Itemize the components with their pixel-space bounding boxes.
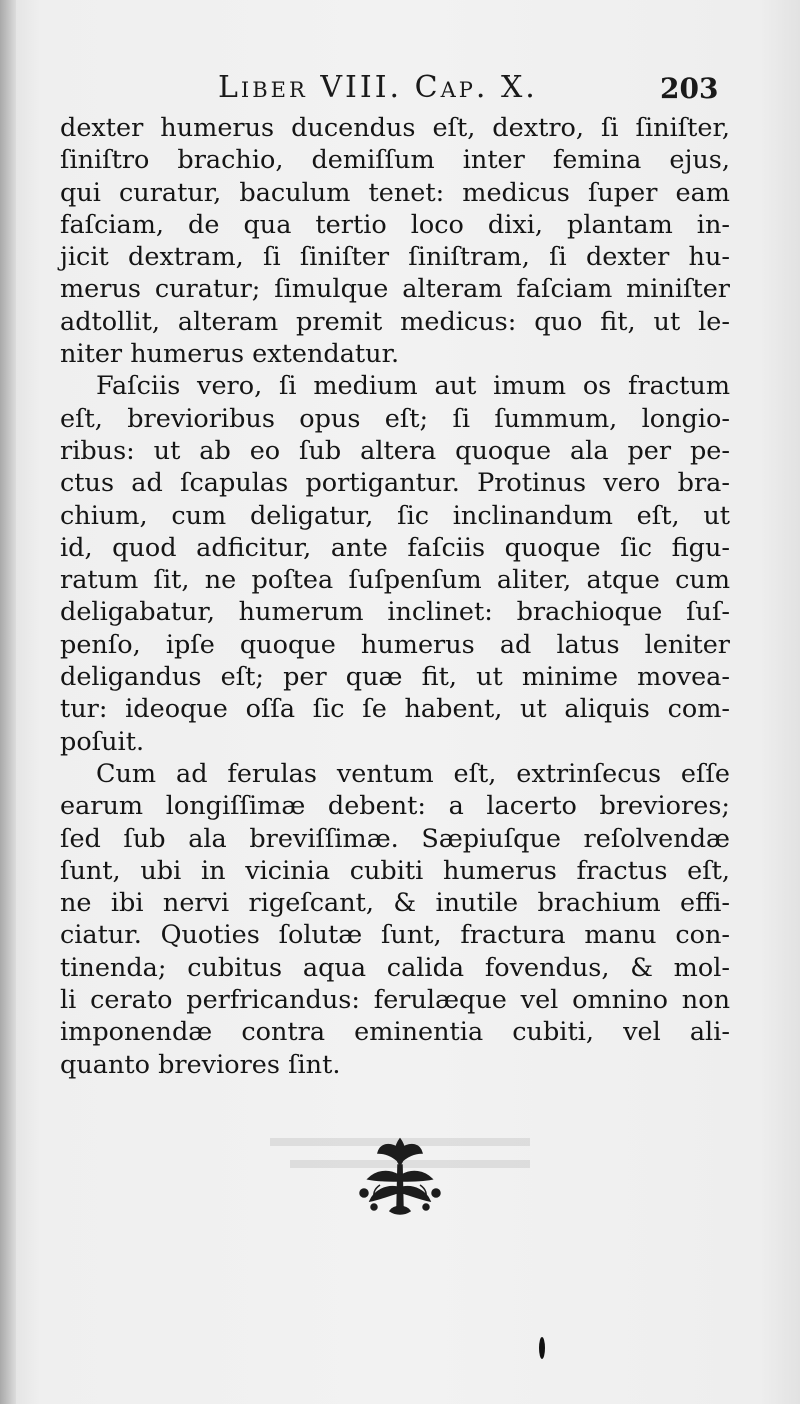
text-line: dexter humerus ducendus eſt, dextro, ſi ſiniſter, [60,113,730,143]
text-line: merus curatur; ſimulque alteram faſciam miniſter [60,274,730,305]
text-line: eſt, brevioribus opus eſt; ſi ſummum, longio- [60,403,730,434]
running-title: Liber VIII. Cap. X. [218,70,538,105]
text-line: penſo, ipſe quoque humerus ad latus leniter [60,629,730,660]
paragraph-3 [60,758,730,1081]
body-text [60,112,730,1081]
text-line: ribus: ut ab eo ſub altera quoque ala per pe- [60,435,730,466]
text-line: id, quod adficitur, ante faſciis quoque ſic figu- [60,532,730,563]
text-line: ciatur. Quoties ſolutæ ſunt, fractura manu con- [60,920,730,951]
text-line: niter humerus extendatur. [60,339,400,370]
text-line: faſciam, de qua tertio loco dixi, plantam in- [60,209,730,240]
text-line: adtollit, alteram premit medicus: quo fit, ut le- [60,306,730,337]
text-line: li cerato perfricandus: ferulæque vel omnino non [60,985,730,1016]
text-line: earum longiſſimæ debent: a lacerto breviores; [60,791,730,822]
text-line: ſiniſtro brachio, demiſſum inter femina ejus, [60,145,730,176]
page-gutter-shadow [0,0,16,1404]
text-line: deligabatur, humerum inclinet: brachioque ſuſ- [60,597,730,628]
text-line: poſuit. [60,726,145,757]
text-line: ne ibi nervi rigeſcant, & inutile brachium effi- [60,888,730,919]
text-line: tur: ideoque oſſa ſic ſe habent, ut aliquis com- [60,694,730,725]
text-line: ſunt, ubi in vicinia cubiti humerus fractus eſt, [60,855,730,886]
paragraph-2 [60,370,730,758]
page-number: 203 [660,72,719,105]
text-line: jicit dextram, ſi ſiniſter ſiniſtram, ſi dexter hu- [60,242,730,273]
floral-tailpiece-icon [350,1135,450,1220]
text-line: Faſciis vero, ſi medium aut imum os fractum [96,371,730,402]
text-line: ſed ſub ala breviſſimæ. Sæpiuſque reſolvendæ [60,823,730,854]
text-line: imponendæ contra eminentia cubiti, vel ali- [60,1017,730,1048]
text-line: tinenda; cubitus aqua calida fovendus, & mol- [60,952,730,983]
paragraph-1 [60,112,730,370]
text-line: quanto breviores ſint. [60,1049,341,1080]
text-line: chium, cum deligatur, ſic inclinandum eſt, ut [60,500,730,531]
text-line: qui curatur, baculum tenet: medicus ſuper eam [60,177,730,208]
ink-speck [537,1335,547,1361]
text-line: ratum ſit, ne poſtea ſuſpenſum aliter, atque cum [60,565,730,596]
text-line: Cum ad ferulas ventum eſt, extrinſecus eſſe [96,758,730,789]
running-head [0,70,800,110]
text-line: ctus ad ſcapulas portigantur. Protinus vero bra- [60,468,730,499]
text-line: deligandus eſt; per quæ fit, ut minime movea- [60,662,730,693]
